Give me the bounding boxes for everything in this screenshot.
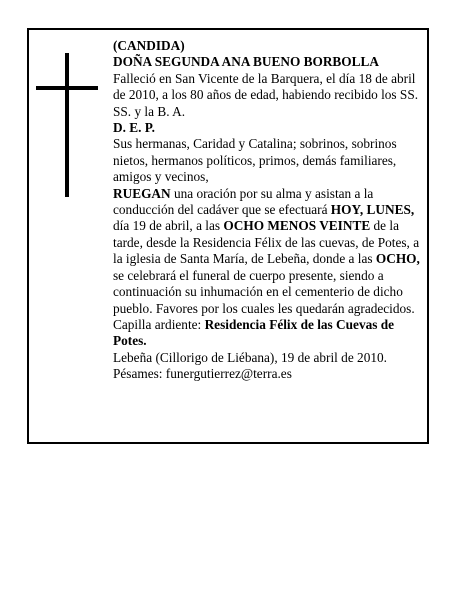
funeral-time-text: OCHO, xyxy=(375,251,420,267)
rip-line: D. E. P. xyxy=(113,120,155,136)
time-text: OCHO MENOS VEINTE xyxy=(223,218,371,234)
cross-icon xyxy=(36,53,98,197)
day-text: HOY, LUNES, xyxy=(330,202,415,218)
condolences-line: Pésames: funergutierrez@terra.es xyxy=(113,366,292,382)
name-prefix: (CANDIDA) xyxy=(113,38,185,53)
ruegan-text: RUEGAN xyxy=(113,185,171,201)
request-paragraph: RUEGAN una oración por su alma y asistan a la conducción del cadáver que se efectuará HOY, LUNES, día 19 de abril, a las OCHO MENOS VEINTE de la tarde, desde la Residencia Félix de las cuevas, de Potes, a la iglesia de Santa María, de Lebeña, donde a las OCHO, se celebrará el funeral de cuerpo presente, siendo a continuación su inhumación en el cementerio de dicho pueblo. Favores por los cuales les quedarán agradecidos. Capilla ardiente: Residencia Félix de las Cuevas de Potes. xyxy=(113,185,420,349)
death-details: Falleció en San Vicente de la Barquera, el día 18 de abril de 2010, a los 80 años de edad, habiendo recibido los SS. SS. y la B. A. xyxy=(113,70,419,119)
family-line: Sus hermanas, Caridad y Catalina; sobrinos, sobrinos nietos, hermanos políticos, primos, demás familiares, amigos y vecinos, xyxy=(113,136,397,185)
obituary-text xyxy=(113,38,425,383)
place-date: Lebeña (Cillorigo de Liébana), 19 de abril de 2010. xyxy=(113,349,387,365)
deceased-name: DOÑA SEGUNDA ANA BUENO BORBOLLA xyxy=(113,54,379,70)
chapel-text: Residencia Félix de las Cuevas de Potes. xyxy=(113,316,395,349)
